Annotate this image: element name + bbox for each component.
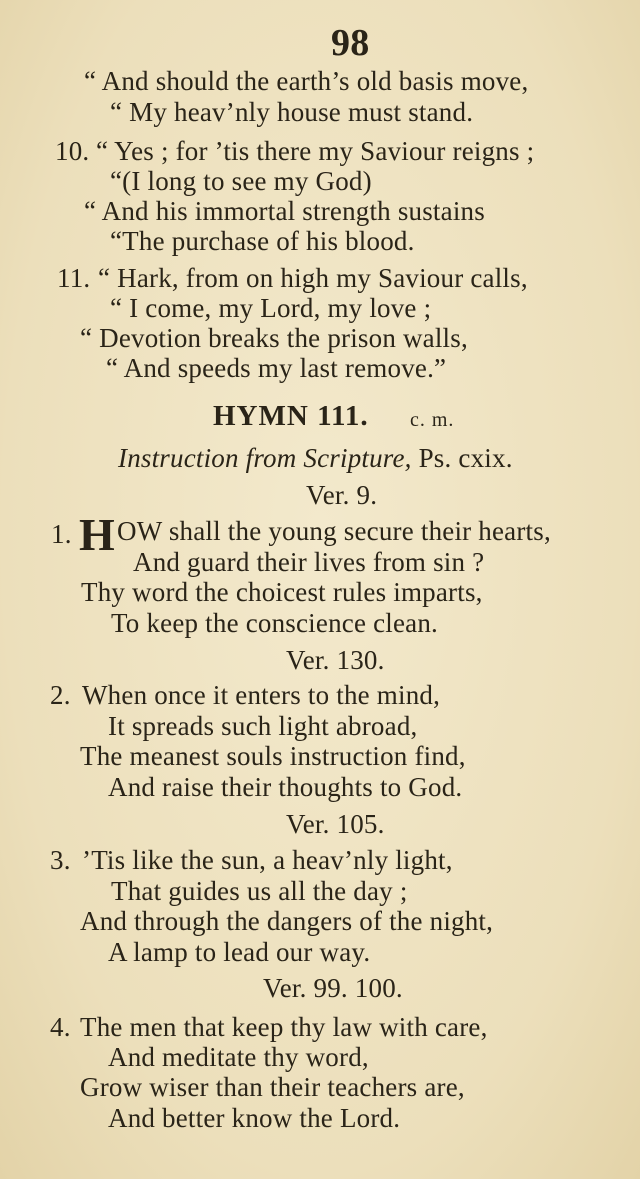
stanza-3-line-2: That guides us all the day ; [111,876,408,906]
stanza-3-line-1: ’Tis like the sun, a heav’nly light, [82,845,453,875]
stanza-10-line-2: “(I long to see my God) [110,166,372,196]
stanza-10-number: 10. [55,136,90,166]
stanza-3-line-4: A lamp to lead our way. [108,937,371,967]
stanza-1-line-4: To keep the conscience clean. [111,608,438,638]
hymn-subtitle-reference: Ps. cxix. [418,443,513,473]
stanza-4-line-1: The men that keep thy law with care, [80,1012,488,1042]
stanza-3-number: 3. [50,845,71,875]
stanza-11-line-2: “ I come, my Lord, my love ; [110,293,432,323]
continuation-line-1: “ And should the earth’s old basis move, [84,66,529,96]
stanza-10-line-4: “The purchase of his blood. [110,226,415,256]
stanza-2-number: 2. [50,680,71,710]
stanza-1-line-1: OW shall the young secure their hearts, [117,516,551,546]
hymn-title: HYMN 111. [213,400,369,432]
stanza-2-line-4: And raise their thoughts to God. [108,772,463,802]
stanza-10-line-1: “ Yes ; for ’tis there my Saviour reigns ; [96,136,535,166]
stanza-4-line-3: Grow wiser than their teachers are, [80,1072,465,1102]
stanza-11-line-4: “ And speeds my last remove.” [106,353,447,383]
stanza-1-line-2: And guard their lives from sin ? [133,547,485,577]
stanza-2-line-3: The meanest souls instruction find, [80,741,466,771]
continuation-line-2: “ My heav’nly house must stand. [110,97,474,127]
stanza-1-number: 1. [51,519,72,549]
stanza-2-line-1: When once it enters to the mind, [82,680,441,710]
stanza-11-line-1: “ Hark, from on high my Saviour calls, [98,263,528,293]
stanza-4-number: 4. [50,1012,71,1042]
hymn-subtitle [118,443,513,473]
hymn-subtitle-text: Instruction from Scripture, [118,443,412,473]
stanza-1-line-3: Thy word the choicest rules imparts, [81,577,483,607]
stanza-3-line-3: And through the dangers of the night, [80,906,494,936]
stanza-11-line-3: “ Devotion breaks the prison walls, [80,323,468,353]
drop-cap: H [79,509,115,560]
verse-reference: Ver. 99. 100. [263,973,403,1003]
stanza-4-line-2: And meditate thy word, [108,1042,369,1072]
verse-reference: Ver. 9. [306,480,378,510]
stanza-4-line-4: And better know the Lord. [108,1103,401,1133]
stanza-2-line-2: It spreads such light abroad, [108,711,418,741]
verse-reference: Ver. 130. [286,645,385,675]
stanza-10-line-3: “ And his immortal strength sustains [84,196,485,226]
stanza-11-number: 11. [57,263,91,293]
verse-reference: Ver. 105. [286,809,385,839]
page-number: 98 [331,22,370,64]
hymn-meter: c. m. [410,409,455,431]
